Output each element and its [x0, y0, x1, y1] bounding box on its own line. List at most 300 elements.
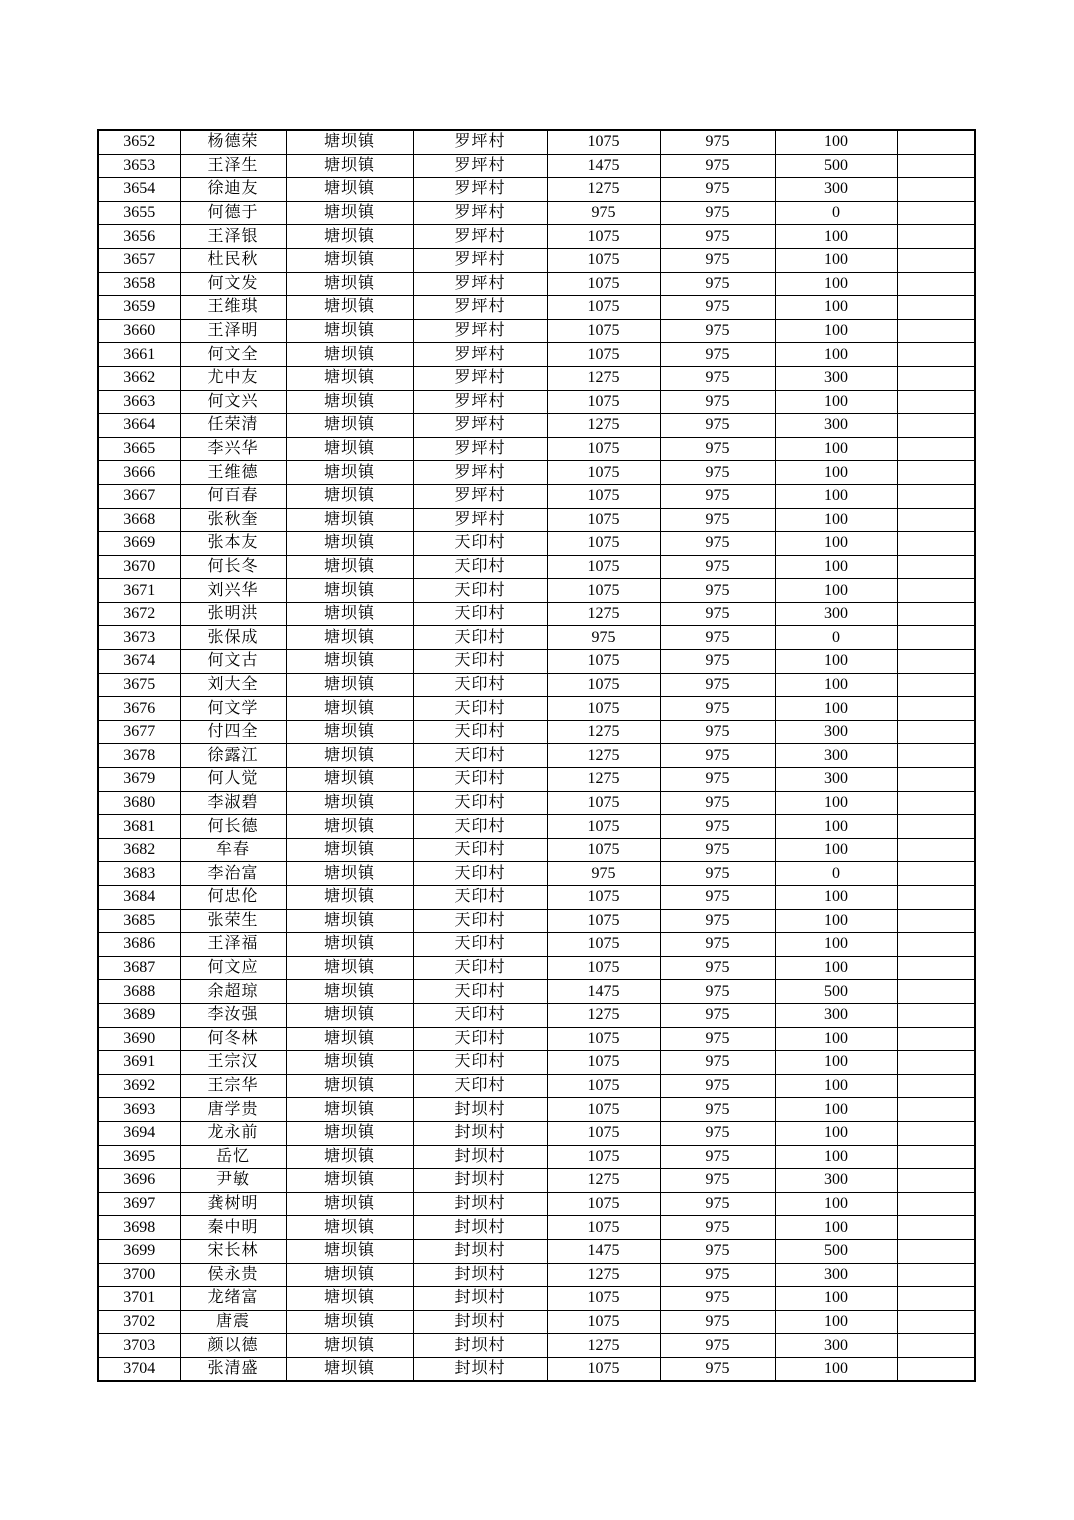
village-cell: 天印村: [413, 673, 547, 697]
name-cell: 李治富: [180, 862, 286, 886]
row-number-cell: 3701: [98, 1287, 180, 1311]
remark-cell: [897, 1121, 975, 1145]
town-cell: 塘坝镇: [286, 390, 413, 414]
village-cell: 罗坪村: [413, 484, 547, 508]
village-cell: 罗坪村: [413, 437, 547, 461]
name-cell: 何文学: [180, 697, 286, 721]
town-cell: 塘坝镇: [286, 650, 413, 674]
remark-cell: [897, 579, 975, 603]
row-number-cell: 3693: [98, 1098, 180, 1122]
table-row: [98, 272, 975, 296]
amount-b-cell: 975: [660, 154, 775, 178]
table-row: [98, 130, 975, 154]
town-cell: 塘坝镇: [286, 319, 413, 343]
table-row: [98, 366, 975, 390]
village-cell: 封坝村: [413, 1263, 547, 1287]
amount-a-cell: 975: [547, 862, 660, 886]
row-number-cell: 3665: [98, 437, 180, 461]
amount-b-cell: 975: [660, 555, 775, 579]
village-cell: 罗坪村: [413, 154, 547, 178]
table-row: [98, 343, 975, 367]
table-row: [98, 1121, 975, 1145]
table-row: [98, 697, 975, 721]
remark-cell: [897, 201, 975, 225]
amount-b-cell: 975: [660, 579, 775, 603]
amount-a-cell: 1075: [547, 484, 660, 508]
village-cell: 罗坪村: [413, 343, 547, 367]
difference-cell: 100: [775, 1121, 897, 1145]
difference-cell: 300: [775, 720, 897, 744]
town-cell: 塘坝镇: [286, 579, 413, 603]
amount-a-cell: 1275: [547, 1263, 660, 1287]
row-number-cell: 3699: [98, 1239, 180, 1263]
amount-a-cell: 975: [547, 626, 660, 650]
village-cell: 罗坪村: [413, 272, 547, 296]
village-cell: 天印村: [413, 791, 547, 815]
remark-cell: [897, 1310, 975, 1334]
remark-cell: [897, 1192, 975, 1216]
amount-a-cell: 1075: [547, 1027, 660, 1051]
row-number-cell: 3694: [98, 1121, 180, 1145]
amount-a-cell: 1075: [547, 579, 660, 603]
amount-b-cell: 975: [660, 366, 775, 390]
table-row: [98, 1310, 975, 1334]
amount-a-cell: 1075: [547, 697, 660, 721]
table-row: [98, 650, 975, 674]
table-row: [98, 225, 975, 249]
amount-b-cell: 975: [660, 720, 775, 744]
name-cell: 何百春: [180, 484, 286, 508]
village-cell: 天印村: [413, 555, 547, 579]
table-row: [98, 886, 975, 910]
village-cell: 罗坪村: [413, 130, 547, 154]
remark-cell: [897, 980, 975, 1004]
village-cell: 封坝村: [413, 1169, 547, 1193]
town-cell: 塘坝镇: [286, 980, 413, 1004]
name-cell: 尤中友: [180, 366, 286, 390]
table-row: [98, 791, 975, 815]
village-cell: 天印村: [413, 579, 547, 603]
difference-cell: 100: [775, 1287, 897, 1311]
table-row: [98, 178, 975, 202]
amount-b-cell: 975: [660, 673, 775, 697]
amount-b-cell: 975: [660, 130, 775, 154]
difference-cell: 100: [775, 650, 897, 674]
remark-cell: [897, 956, 975, 980]
amount-a-cell: 1075: [547, 319, 660, 343]
amount-a-cell: 1275: [547, 720, 660, 744]
difference-cell: 100: [775, 579, 897, 603]
row-number-cell: 3688: [98, 980, 180, 1004]
row-number-cell: 3668: [98, 508, 180, 532]
table-row: [98, 1216, 975, 1240]
difference-cell: 300: [775, 768, 897, 792]
table-row: [98, 602, 975, 626]
amount-b-cell: 975: [660, 933, 775, 957]
name-cell: 何文发: [180, 272, 286, 296]
table-row: [98, 390, 975, 414]
difference-cell: 300: [775, 1334, 897, 1358]
town-cell: 塘坝镇: [286, 1357, 413, 1381]
village-cell: 天印村: [413, 815, 547, 839]
town-cell: 塘坝镇: [286, 886, 413, 910]
amount-a-cell: 1475: [547, 980, 660, 1004]
amount-b-cell: 975: [660, 1051, 775, 1075]
amount-b-cell: 975: [660, 437, 775, 461]
town-cell: 塘坝镇: [286, 1239, 413, 1263]
town-cell: 塘坝镇: [286, 130, 413, 154]
table-row: [98, 1287, 975, 1311]
amount-a-cell: 1075: [547, 296, 660, 320]
town-cell: 塘坝镇: [286, 366, 413, 390]
name-cell: 刘兴华: [180, 579, 286, 603]
row-number-cell: 3666: [98, 461, 180, 485]
difference-cell: 100: [775, 1074, 897, 1098]
table-row: [98, 1003, 975, 1027]
remark-cell: [897, 650, 975, 674]
difference-cell: 100: [775, 343, 897, 367]
row-number-cell: 3671: [98, 579, 180, 603]
amount-a-cell: 1075: [547, 555, 660, 579]
name-cell: 何长冬: [180, 555, 286, 579]
amount-b-cell: 975: [660, 272, 775, 296]
town-cell: 塘坝镇: [286, 744, 413, 768]
name-cell: 王宗华: [180, 1074, 286, 1098]
town-cell: 塘坝镇: [286, 1027, 413, 1051]
name-cell: 刘大全: [180, 673, 286, 697]
amount-b-cell: 975: [660, 1287, 775, 1311]
amount-a-cell: 1075: [547, 130, 660, 154]
amount-b-cell: 975: [660, 980, 775, 1004]
table-row: [98, 815, 975, 839]
amount-a-cell: 975: [547, 201, 660, 225]
name-cell: 王维德: [180, 461, 286, 485]
amount-b-cell: 975: [660, 343, 775, 367]
difference-cell: 100: [775, 909, 897, 933]
row-number-cell: 3652: [98, 130, 180, 154]
row-number-cell: 3676: [98, 697, 180, 721]
table-row: [98, 720, 975, 744]
row-number-cell: 3687: [98, 956, 180, 980]
row-number-cell: 3681: [98, 815, 180, 839]
name-cell: 龚树明: [180, 1192, 286, 1216]
remark-cell: [897, 768, 975, 792]
name-cell: 唐学贵: [180, 1098, 286, 1122]
amount-a-cell: 1275: [547, 744, 660, 768]
amount-a-cell: 1075: [547, 1310, 660, 1334]
amount-a-cell: 1075: [547, 956, 660, 980]
amount-b-cell: 975: [660, 1263, 775, 1287]
remark-cell: [897, 390, 975, 414]
row-number-cell: 3670: [98, 555, 180, 579]
name-cell: 徐露江: [180, 744, 286, 768]
difference-cell: 100: [775, 461, 897, 485]
amount-b-cell: 975: [660, 1169, 775, 1193]
amount-b-cell: 975: [660, 461, 775, 485]
row-number-cell: 3684: [98, 886, 180, 910]
remark-cell: [897, 909, 975, 933]
amount-b-cell: 975: [660, 484, 775, 508]
name-cell: 何文全: [180, 343, 286, 367]
town-cell: 塘坝镇: [286, 1145, 413, 1169]
town-cell: 塘坝镇: [286, 248, 413, 272]
village-cell: 罗坪村: [413, 178, 547, 202]
remark-cell: [897, 744, 975, 768]
village-cell: 封坝村: [413, 1334, 547, 1358]
amount-b-cell: 975: [660, 1145, 775, 1169]
row-number-cell: 3672: [98, 602, 180, 626]
row-number-cell: 3686: [98, 933, 180, 957]
amount-a-cell: 1275: [547, 1334, 660, 1358]
town-cell: 塘坝镇: [286, 296, 413, 320]
table-row: [98, 980, 975, 1004]
row-number-cell: 3679: [98, 768, 180, 792]
village-cell: 天印村: [413, 697, 547, 721]
difference-cell: 300: [775, 1003, 897, 1027]
table-row: [98, 909, 975, 933]
amount-b-cell: 975: [660, 909, 775, 933]
difference-cell: 100: [775, 1192, 897, 1216]
name-cell: 张荣生: [180, 909, 286, 933]
remark-cell: [897, 1003, 975, 1027]
row-number-cell: 3663: [98, 390, 180, 414]
row-number-cell: 3677: [98, 720, 180, 744]
difference-cell: 0: [775, 626, 897, 650]
table-row: [98, 1334, 975, 1358]
row-number-cell: 3700: [98, 1263, 180, 1287]
name-cell: 侯永贵: [180, 1263, 286, 1287]
name-cell: 杜民秋: [180, 248, 286, 272]
amount-b-cell: 975: [660, 838, 775, 862]
amount-b-cell: 975: [660, 815, 775, 839]
amount-a-cell: 1075: [547, 933, 660, 957]
amount-a-cell: 1075: [547, 1121, 660, 1145]
name-cell: 张本友: [180, 532, 286, 556]
village-cell: 天印村: [413, 1027, 547, 1051]
amount-a-cell: 1075: [547, 248, 660, 272]
town-cell: 塘坝镇: [286, 1216, 413, 1240]
village-cell: 罗坪村: [413, 390, 547, 414]
remark-cell: [897, 248, 975, 272]
difference-cell: 100: [775, 1051, 897, 1075]
village-cell: 罗坪村: [413, 319, 547, 343]
amount-a-cell: 1075: [547, 343, 660, 367]
remark-cell: [897, 555, 975, 579]
table-row: [98, 201, 975, 225]
row-number-cell: 3698: [98, 1216, 180, 1240]
name-cell: 张清盛: [180, 1357, 286, 1381]
village-cell: 天印村: [413, 720, 547, 744]
difference-cell: 100: [775, 886, 897, 910]
amount-b-cell: 975: [660, 697, 775, 721]
row-number-cell: 3658: [98, 272, 180, 296]
remark-cell: [897, 272, 975, 296]
village-cell: 封坝村: [413, 1192, 547, 1216]
town-cell: 塘坝镇: [286, 862, 413, 886]
difference-cell: 100: [775, 1216, 897, 1240]
difference-cell: 100: [775, 508, 897, 532]
amount-a-cell: 1075: [547, 791, 660, 815]
difference-cell: 100: [775, 390, 897, 414]
table-row: [98, 1263, 975, 1287]
name-cell: 何文应: [180, 956, 286, 980]
difference-cell: 300: [775, 1263, 897, 1287]
village-cell: 封坝村: [413, 1216, 547, 1240]
town-cell: 塘坝镇: [286, 414, 413, 438]
difference-cell: 100: [775, 673, 897, 697]
name-cell: 秦中明: [180, 1216, 286, 1240]
table-row: [98, 1239, 975, 1263]
village-cell: 封坝村: [413, 1357, 547, 1381]
row-number-cell: 3704: [98, 1357, 180, 1381]
town-cell: 塘坝镇: [286, 909, 413, 933]
row-number-cell: 3656: [98, 225, 180, 249]
table-row: [98, 1098, 975, 1122]
village-cell: 天印村: [413, 602, 547, 626]
remark-cell: [897, 225, 975, 249]
row-number-cell: 3697: [98, 1192, 180, 1216]
table-row: [98, 956, 975, 980]
name-cell: 何人觉: [180, 768, 286, 792]
row-number-cell: 3657: [98, 248, 180, 272]
amount-a-cell: 1275: [547, 414, 660, 438]
name-cell: 唐震: [180, 1310, 286, 1334]
amount-b-cell: 975: [660, 1121, 775, 1145]
amount-a-cell: 1075: [547, 1287, 660, 1311]
row-number-cell: 3685: [98, 909, 180, 933]
difference-cell: 100: [775, 1027, 897, 1051]
town-cell: 塘坝镇: [286, 791, 413, 815]
name-cell: 龙绪富: [180, 1287, 286, 1311]
amount-a-cell: 1075: [547, 1357, 660, 1381]
name-cell: 宋长林: [180, 1239, 286, 1263]
amount-a-cell: 1075: [547, 461, 660, 485]
amount-a-cell: 1075: [547, 909, 660, 933]
name-cell: 徐迪友: [180, 178, 286, 202]
amount-a-cell: 1075: [547, 508, 660, 532]
amount-a-cell: 1075: [547, 838, 660, 862]
amount-b-cell: 975: [660, 650, 775, 674]
remark-cell: [897, 602, 975, 626]
town-cell: 塘坝镇: [286, 154, 413, 178]
town-cell: 塘坝镇: [286, 602, 413, 626]
difference-cell: 100: [775, 272, 897, 296]
row-number-cell: 3682: [98, 838, 180, 862]
name-cell: 岳忆: [180, 1145, 286, 1169]
table-row: [98, 1169, 975, 1193]
remark-cell: [897, 1216, 975, 1240]
data-table: [97, 129, 976, 1382]
table-body: [98, 130, 975, 1381]
row-number-cell: 3661: [98, 343, 180, 367]
remark-cell: [897, 862, 975, 886]
table-row: [98, 484, 975, 508]
town-cell: 塘坝镇: [286, 815, 413, 839]
amount-b-cell: 975: [660, 296, 775, 320]
village-cell: 罗坪村: [413, 508, 547, 532]
name-cell: 张保成: [180, 626, 286, 650]
difference-cell: 100: [775, 1098, 897, 1122]
remark-cell: [897, 437, 975, 461]
amount-a-cell: 1475: [547, 154, 660, 178]
row-number-cell: 3678: [98, 744, 180, 768]
name-cell: 王泽明: [180, 319, 286, 343]
amount-a-cell: 1075: [547, 1098, 660, 1122]
amount-b-cell: 975: [660, 1334, 775, 1358]
amount-b-cell: 975: [660, 248, 775, 272]
row-number-cell: 3674: [98, 650, 180, 674]
table-row: [98, 1074, 975, 1098]
amount-b-cell: 975: [660, 1357, 775, 1381]
table-row: [98, 862, 975, 886]
amount-b-cell: 975: [660, 862, 775, 886]
row-number-cell: 3664: [98, 414, 180, 438]
table-row: [98, 933, 975, 957]
remark-cell: [897, 130, 975, 154]
row-number-cell: 3673: [98, 626, 180, 650]
table-row: [98, 414, 975, 438]
amount-a-cell: 1075: [547, 650, 660, 674]
row-number-cell: 3662: [98, 366, 180, 390]
table-row: [98, 1357, 975, 1381]
name-cell: 牟春: [180, 838, 286, 862]
remark-cell: [897, 508, 975, 532]
amount-a-cell: 1075: [547, 886, 660, 910]
amount-b-cell: 975: [660, 319, 775, 343]
name-cell: 张明洪: [180, 602, 286, 626]
amount-a-cell: 1075: [547, 272, 660, 296]
remark-cell: [897, 791, 975, 815]
town-cell: 塘坝镇: [286, 1334, 413, 1358]
table-row: [98, 555, 975, 579]
name-cell: 何忠伦: [180, 886, 286, 910]
difference-cell: 300: [775, 744, 897, 768]
town-cell: 塘坝镇: [286, 1121, 413, 1145]
difference-cell: 100: [775, 1310, 897, 1334]
amount-a-cell: 1075: [547, 437, 660, 461]
difference-cell: 100: [775, 248, 897, 272]
difference-cell: 100: [775, 130, 897, 154]
table-row: [98, 319, 975, 343]
remark-cell: [897, 1098, 975, 1122]
remark-cell: [897, 484, 975, 508]
village-cell: 天印村: [413, 1074, 547, 1098]
amount-a-cell: 1075: [547, 815, 660, 839]
row-number-cell: 3667: [98, 484, 180, 508]
town-cell: 塘坝镇: [286, 532, 413, 556]
difference-cell: 100: [775, 1145, 897, 1169]
difference-cell: 500: [775, 154, 897, 178]
town-cell: 塘坝镇: [286, 838, 413, 862]
name-cell: 杨德荣: [180, 130, 286, 154]
name-cell: 李汝强: [180, 1003, 286, 1027]
remark-cell: [897, 815, 975, 839]
village-cell: 天印村: [413, 1003, 547, 1027]
town-cell: 塘坝镇: [286, 461, 413, 485]
village-cell: 封坝村: [413, 1287, 547, 1311]
remark-cell: [897, 1027, 975, 1051]
name-cell: 何文兴: [180, 390, 286, 414]
amount-b-cell: 975: [660, 178, 775, 202]
village-cell: 天印村: [413, 980, 547, 1004]
amount-b-cell: 975: [660, 390, 775, 414]
amount-b-cell: 975: [660, 1216, 775, 1240]
difference-cell: 300: [775, 366, 897, 390]
amount-b-cell: 975: [660, 1027, 775, 1051]
remark-cell: [897, 1357, 975, 1381]
village-cell: 天印村: [413, 650, 547, 674]
remark-cell: [897, 319, 975, 343]
